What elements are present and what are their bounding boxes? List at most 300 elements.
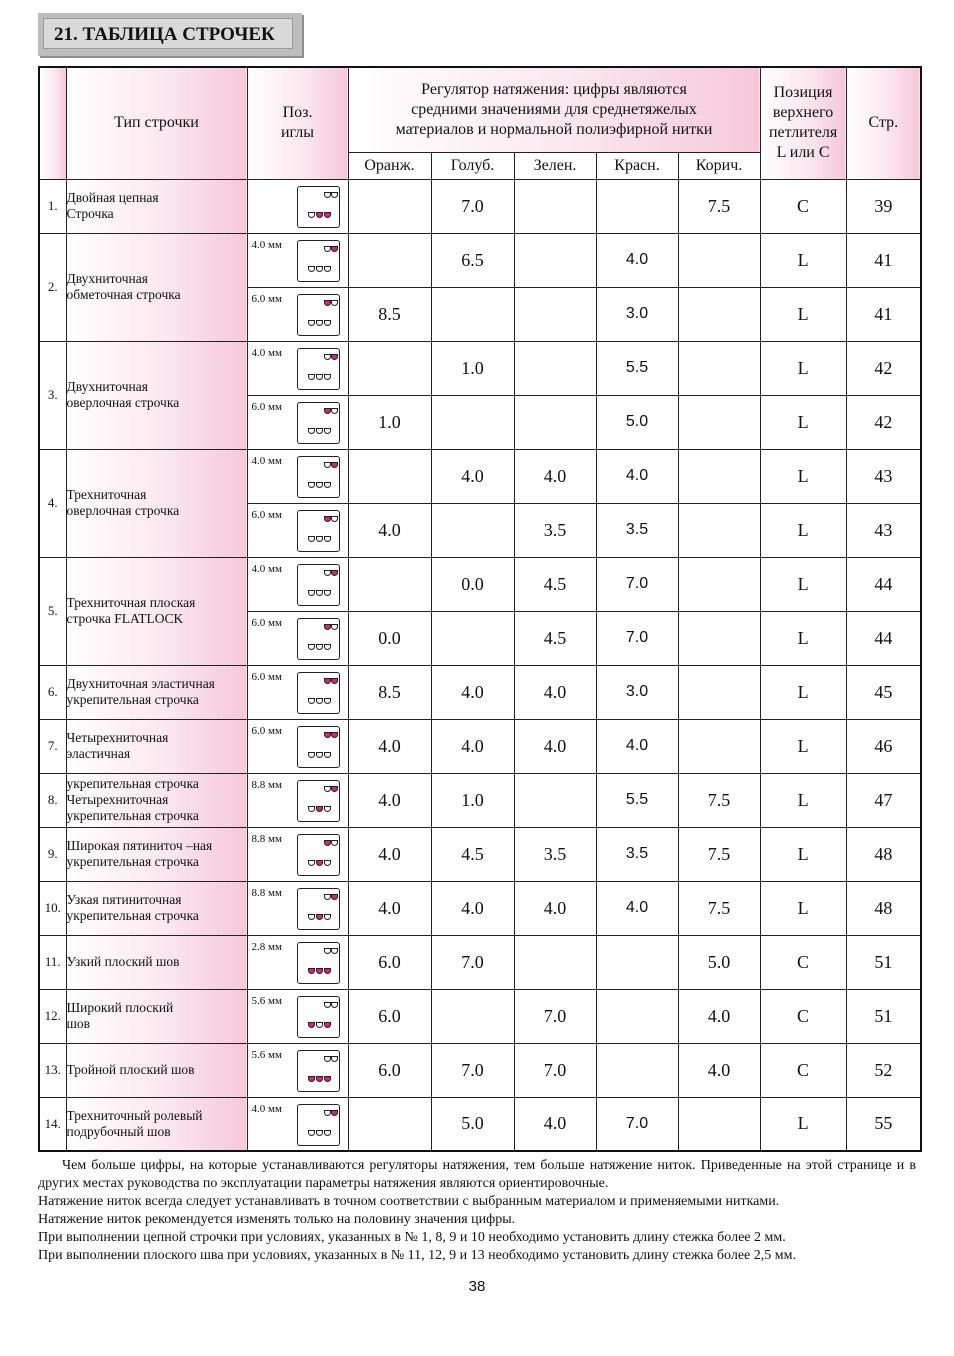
- row-number: 14.: [39, 1097, 66, 1151]
- tension-value: 4.0: [514, 665, 596, 719]
- needle-width-label: 4.0 мм: [251, 1102, 282, 1115]
- tension-value: 3.5: [596, 503, 678, 557]
- tension-value: 5.0: [596, 395, 678, 449]
- lower-looper-marks: [308, 320, 338, 329]
- row-number: 1.: [39, 179, 66, 233]
- note-paragraph: При выполнении плоского шва при условиях, указанных в № 11, 12, 9 и 13 необходимо установить длину стежка более 2,5 мм.: [38, 1248, 796, 1263]
- looper-mark: [331, 300, 338, 306]
- tension-value: [431, 287, 514, 341]
- upper-looper-marks: [324, 1056, 338, 1064]
- looper-mark: [316, 320, 323, 326]
- stitch-name-line: Двухниточная эластичная: [66, 676, 215, 691]
- needle-position-cell: [247, 773, 348, 827]
- stitch-name: [66, 827, 247, 881]
- header-page: Стр.: [846, 67, 921, 179]
- row-number: 6.: [39, 665, 66, 719]
- lower-looper-marks: [308, 968, 338, 977]
- lower-looper-marks: [308, 536, 338, 545]
- tension-value: 3.5: [514, 827, 596, 881]
- tension-value: [514, 341, 596, 395]
- looper-position-value: L: [760, 287, 846, 341]
- tension-value: 4.0: [431, 719, 514, 773]
- tension-value: 1.0: [431, 773, 514, 827]
- table-row: [39, 989, 921, 1043]
- stitch-name-line: Трехниточный ролевый: [66, 1107, 203, 1123]
- table-row: [39, 233, 921, 287]
- tension-value: [596, 935, 678, 989]
- looper-mark: [308, 536, 315, 542]
- looper-mark: [324, 1110, 331, 1116]
- tension-value: [431, 395, 514, 449]
- looper-mark: [331, 624, 338, 630]
- needle-position-icon: [297, 456, 340, 498]
- needle-position-cell: [247, 1043, 348, 1097]
- upper-looper-marks: [324, 516, 338, 524]
- lower-looper-marks: [308, 644, 338, 653]
- looper-mark: [316, 590, 323, 596]
- needle-position-cell: [247, 1097, 348, 1151]
- tension-value: [678, 503, 760, 557]
- stitch-name-line: Узкий плоский шов: [66, 954, 180, 969]
- page-reference: 47: [846, 773, 921, 827]
- tension-value: [348, 449, 431, 503]
- header-num: [39, 67, 66, 179]
- tension-value: 7.0: [596, 1097, 678, 1151]
- looper-mark: [324, 948, 331, 954]
- row-number: 9.: [39, 827, 66, 881]
- table-row: [39, 935, 921, 989]
- page-reference: 41: [846, 287, 921, 341]
- tension-value: 4.0: [348, 827, 431, 881]
- tension-value: [678, 611, 760, 665]
- header-color-orange: Оранж.: [348, 152, 431, 179]
- looper-mark: [324, 914, 331, 920]
- page-number: 38: [468, 1278, 486, 1295]
- note-paragraph: При выполнении цепной строчки при условиях, указанных в № 1, 8, 9 и 10 необходимо установить длину стежка более 2 мм.: [38, 1230, 786, 1245]
- upper-looper-marks: [324, 786, 338, 794]
- note-paragraph: Чем больше цифры, на которые устанавливаются регуляторы натяжения, тем больше натяжение ниток. Приведенные на этой странице и в других местах руководства по эксплуатации параметры натяжения являются ориентировочные.: [38, 1158, 916, 1191]
- looper-mark: [324, 266, 331, 272]
- needle-position-icon: [297, 348, 340, 390]
- looper-mark: [308, 374, 315, 380]
- looper-mark-active: [324, 1022, 331, 1028]
- tension-value: 4.0: [514, 1097, 596, 1151]
- page-reference: 46: [846, 719, 921, 773]
- tension-value: [348, 1097, 431, 1151]
- lower-looper-marks: [308, 914, 338, 923]
- tension-value: 8.5: [348, 287, 431, 341]
- header-color-green: Зелен.: [514, 152, 596, 179]
- tension-value: 3.0: [596, 665, 678, 719]
- stitch-table: [38, 66, 922, 1152]
- table-row: [39, 881, 921, 935]
- looper-position-value: L: [760, 395, 846, 449]
- looper-mark: [324, 590, 331, 596]
- needle-position-icon: [297, 780, 340, 822]
- looper-mark: [331, 516, 338, 522]
- note-paragraph: Натяжение ниток рекомендуется изменять только на половину значения цифры.: [38, 1212, 516, 1227]
- tension-value: 4.0: [348, 719, 431, 773]
- tension-value: [514, 179, 596, 233]
- tension-value: [596, 1043, 678, 1097]
- upper-looper-marks: [324, 246, 338, 254]
- needle-width-label: 5.6 мм: [251, 994, 282, 1007]
- page-reference: 48: [846, 827, 921, 881]
- lower-looper-marks: [308, 1022, 338, 1031]
- stitch-name-line: Тройной плоский шов: [66, 1062, 195, 1077]
- looper-mark: [308, 860, 315, 866]
- looper-mark: [316, 644, 323, 650]
- page-reference: 51: [846, 935, 921, 989]
- looper-mark-active: [331, 462, 338, 468]
- table-row: [39, 773, 921, 827]
- tension-value: 4.0: [348, 503, 431, 557]
- tension-value: 4.5: [514, 611, 596, 665]
- stitch-name: [66, 773, 247, 827]
- upper-looper-marks: [324, 894, 338, 902]
- looper-mark-active: [324, 732, 331, 738]
- tension-value: [678, 665, 760, 719]
- page-reference: 41: [846, 233, 921, 287]
- tension-value: 6.5: [431, 233, 514, 287]
- lower-looper-marks: [308, 212, 338, 221]
- needle-position-icon: [297, 402, 340, 444]
- needle-position-icon: [297, 672, 340, 714]
- tension-value: [678, 341, 760, 395]
- tension-value: 0.0: [348, 611, 431, 665]
- lower-looper-marks: [308, 698, 338, 707]
- stitch-name: [66, 881, 247, 935]
- tension-value: [348, 341, 431, 395]
- tension-value: 7.0: [431, 179, 514, 233]
- needle-width-label: 4.0 мм: [251, 562, 282, 575]
- needle-position-cell: [247, 557, 348, 611]
- tension-value: 4.0: [348, 881, 431, 935]
- page-title: 21. ТАБЛИЦА СТРОЧЕК: [43, 18, 293, 49]
- tension-value: 7.0: [596, 611, 678, 665]
- needle-position-icon: [297, 564, 340, 606]
- tension-value: 4.0: [596, 233, 678, 287]
- stitch-name-line: Широкий плоский: [66, 1000, 174, 1015]
- needle-width-label: 6.0 мм: [251, 670, 282, 683]
- looper-mark: [324, 536, 331, 542]
- page-reference: 52: [846, 1043, 921, 1097]
- looper-mark: [324, 320, 331, 326]
- row-number: 12.: [39, 989, 66, 1043]
- looper-position-value: L: [760, 341, 846, 395]
- page-reference: 43: [846, 503, 921, 557]
- table-row: [39, 341, 921, 395]
- header-needle-position: Поз. иглы: [247, 67, 348, 179]
- stitch-name-line: оверлочная строчка: [66, 395, 180, 410]
- tension-value: [678, 287, 760, 341]
- tension-value: 4.0: [678, 1043, 760, 1097]
- looper-mark-active: [331, 732, 338, 738]
- row-number: 10.: [39, 881, 66, 935]
- tension-value: [678, 233, 760, 287]
- tension-value: 5.5: [596, 773, 678, 827]
- needle-position-cell: [247, 665, 348, 719]
- tension-value: [514, 233, 596, 287]
- looper-position-value: L: [760, 557, 846, 611]
- upper-looper-marks: [324, 624, 338, 632]
- looper-mark: [324, 860, 331, 866]
- table-row: [39, 827, 921, 881]
- needle-width-label: 5.6 мм: [251, 1048, 282, 1061]
- page-reference: 43: [846, 449, 921, 503]
- tension-value: 7.5: [678, 179, 760, 233]
- lower-looper-marks: [308, 1130, 338, 1139]
- needle-position-cell: [247, 341, 348, 395]
- stitch-name-line: подрубочный шов: [66, 1123, 171, 1139]
- needle-width-label: 6.0 мм: [251, 724, 282, 737]
- looper-position-value: C: [760, 935, 846, 989]
- needle-position-icon: [297, 186, 340, 228]
- looper-mark: [324, 1130, 331, 1136]
- page-reference: 48: [846, 881, 921, 935]
- stitch-name-line: обметочная строчка: [66, 287, 181, 302]
- needle-width-label: 8.8 мм: [251, 832, 282, 845]
- needle-width-label: 6.0 мм: [251, 508, 282, 521]
- needle-position-cell: [247, 827, 348, 881]
- stitch-name: [66, 935, 247, 989]
- lower-looper-marks: [308, 860, 338, 869]
- looper-position-value: L: [760, 719, 846, 773]
- tension-value: 0.0: [431, 557, 514, 611]
- stitch-name-line: Строчка: [66, 206, 114, 221]
- looper-mark-active: [316, 968, 323, 974]
- page-reference: 51: [846, 989, 921, 1043]
- needle-position-icon: [297, 1104, 340, 1146]
- tension-value: 4.0: [431, 449, 514, 503]
- stitch-name-line: укрепительная строчка: [66, 776, 199, 791]
- tension-value: 7.0: [431, 935, 514, 989]
- header-color-blue: Голуб.: [431, 152, 514, 179]
- page-reference: 42: [846, 341, 921, 395]
- looper-position-value: L: [760, 1097, 846, 1151]
- row-number: 7.: [39, 719, 66, 773]
- table-row: [39, 1097, 921, 1151]
- looper-position-value: C: [760, 989, 846, 1043]
- stitch-name-line: Двойная цепная: [66, 190, 159, 205]
- needle-position-icon: [297, 888, 340, 930]
- needle-position-icon: [297, 294, 340, 336]
- lower-looper-marks: [308, 482, 338, 491]
- stitch-name-line: Четырехниточная: [66, 792, 169, 807]
- looper-mark: [316, 266, 323, 272]
- tension-value: 4.0: [431, 881, 514, 935]
- looper-mark-active: [331, 570, 338, 576]
- needle-position-icon: [297, 996, 340, 1038]
- needle-position-cell: [247, 989, 348, 1043]
- needle-width-label: 6.0 мм: [251, 616, 282, 629]
- tension-value: 4.0: [596, 719, 678, 773]
- needle-position-cell: [247, 179, 348, 233]
- looper-mark-active: [316, 1076, 323, 1082]
- needle-position-icon: [297, 510, 340, 552]
- needle-position-cell: [247, 233, 348, 287]
- upper-looper-marks: [324, 948, 338, 956]
- looper-mark: [331, 840, 338, 846]
- tension-value: 5.5: [596, 341, 678, 395]
- stitch-name-line: Двухниточная: [66, 271, 148, 286]
- looper-mark: [316, 536, 323, 542]
- looper-mark-active: [316, 914, 323, 920]
- tension-value: [678, 557, 760, 611]
- row-number: 8.: [39, 773, 66, 827]
- stitch-name: [66, 179, 247, 233]
- looper-mark: [308, 428, 315, 434]
- needle-width-label: 6.0 мм: [251, 292, 282, 305]
- needle-width-label: 8.8 мм: [251, 886, 282, 899]
- looper-mark-active: [308, 1022, 315, 1028]
- looper-mark: [316, 482, 323, 488]
- looper-mark-active: [316, 212, 323, 218]
- looper-mark: [331, 1056, 338, 1062]
- row-number: 13.: [39, 1043, 66, 1097]
- row-number: 11.: [39, 935, 66, 989]
- tension-value: 4.0: [514, 449, 596, 503]
- looper-mark: [324, 1056, 331, 1062]
- upper-looper-marks: [324, 192, 338, 200]
- table-row: [39, 1043, 921, 1097]
- looper-mark: [324, 428, 331, 434]
- tension-value: 1.0: [431, 341, 514, 395]
- upper-looper-marks: [324, 354, 338, 362]
- needle-position-cell: [247, 881, 348, 935]
- tension-value: [348, 179, 431, 233]
- stitch-name-line: укрепительная строчка: [66, 908, 199, 923]
- upper-looper-marks: [324, 840, 338, 848]
- looper-mark: [324, 786, 331, 792]
- tension-value: 7.5: [678, 881, 760, 935]
- looper-mark: [324, 752, 331, 758]
- needle-width-label: 4.0 мм: [251, 346, 282, 359]
- tension-value: 7.0: [514, 1043, 596, 1097]
- upper-looper-marks: [324, 1002, 338, 1010]
- stitch-name-line: шов: [66, 1016, 91, 1031]
- looper-position-value: L: [760, 449, 846, 503]
- looper-mark: [324, 894, 331, 900]
- looper-mark-active: [316, 860, 323, 866]
- tension-value: 3.5: [514, 503, 596, 557]
- table-row: [39, 719, 921, 773]
- looper-mark-active: [331, 354, 338, 360]
- looper-mark: [308, 590, 315, 596]
- needle-width-label: 4.0 мм: [251, 238, 282, 251]
- tension-value: 4.0: [431, 665, 514, 719]
- header-color-red: Красн.: [596, 152, 678, 179]
- tension-value: 3.0: [596, 287, 678, 341]
- looper-mark: [331, 1002, 338, 1008]
- looper-mark: [316, 428, 323, 434]
- tension-value: [514, 773, 596, 827]
- needle-position-cell: [247, 395, 348, 449]
- tension-value: 7.0: [514, 989, 596, 1043]
- looper-mark: [324, 570, 331, 576]
- looper-mark: [308, 698, 315, 704]
- lower-looper-marks: [308, 590, 338, 599]
- looper-mark: [308, 482, 315, 488]
- tension-value: 4.0: [596, 449, 678, 503]
- needle-position-cell: [247, 449, 348, 503]
- needle-width-label: 8.8 мм: [251, 778, 282, 791]
- tension-value: 5.0: [678, 935, 760, 989]
- header-looper-position: Позиция верхнего петлителя L или C: [760, 67, 846, 179]
- lower-looper-marks: [308, 266, 338, 275]
- looper-mark-active: [316, 806, 323, 812]
- stitch-name-line: оверлочная строчка: [66, 503, 180, 518]
- notes: [38, 1157, 916, 1265]
- tension-value: 4.5: [431, 827, 514, 881]
- tension-value: 6.0: [348, 989, 431, 1043]
- table-row: [39, 665, 921, 719]
- looper-mark: [324, 1002, 331, 1008]
- row-number: 3.: [39, 341, 66, 449]
- stitch-name: [66, 1043, 247, 1097]
- looper-mark: [308, 806, 315, 812]
- table-row: [39, 449, 921, 503]
- header-stitch-type: Тип строчки: [66, 67, 247, 179]
- tension-value: [348, 557, 431, 611]
- row-number: 2.: [39, 233, 66, 341]
- needle-position-icon: [297, 726, 340, 768]
- tension-value: [431, 503, 514, 557]
- row-number: 4.: [39, 449, 66, 557]
- note-paragraph: Натяжение ниток всегда следует устанавливать в точном соответствии с выбранным материалом и применяемыми нитками.: [38, 1194, 780, 1209]
- tension-value: 6.0: [348, 935, 431, 989]
- looper-mark: [331, 408, 338, 414]
- tension-value: 1.0: [348, 395, 431, 449]
- looper-mark: [324, 806, 331, 812]
- needle-position-icon: [297, 618, 340, 660]
- looper-mark-active: [331, 1110, 338, 1116]
- looper-mark: [316, 1130, 323, 1136]
- looper-position-value: L: [760, 503, 846, 557]
- looper-mark: [331, 948, 338, 954]
- tension-value: 7.5: [678, 827, 760, 881]
- tension-value: [678, 719, 760, 773]
- table-row: [39, 179, 921, 233]
- lower-looper-marks: [308, 1076, 338, 1085]
- stitch-name-line: Двухниточная: [66, 379, 148, 394]
- looper-mark: [308, 266, 315, 272]
- looper-mark-active: [324, 840, 331, 846]
- looper-mark-active: [324, 1076, 331, 1082]
- lower-looper-marks: [308, 374, 338, 383]
- tension-value: [431, 611, 514, 665]
- stitch-name: [66, 341, 247, 449]
- looper-position-value: L: [760, 233, 846, 287]
- looper-mark: [324, 698, 331, 704]
- tension-value: [431, 989, 514, 1043]
- tension-value: 4.0: [678, 989, 760, 1043]
- page-reference: 45: [846, 665, 921, 719]
- looper-mark: [324, 192, 331, 198]
- looper-mark: [308, 644, 315, 650]
- stitch-name-line: строчка FLATLOCK: [66, 611, 184, 626]
- looper-mark-active: [324, 300, 331, 306]
- looper-mark: [308, 752, 315, 758]
- looper-mark-active: [331, 678, 338, 684]
- page-reference: 42: [846, 395, 921, 449]
- looper-mark-active: [308, 968, 315, 974]
- stitch-name: [66, 719, 247, 773]
- section-title-box: [38, 13, 302, 56]
- looper-mark: [324, 354, 331, 360]
- looper-mark: [308, 212, 315, 218]
- looper-mark: [331, 192, 338, 198]
